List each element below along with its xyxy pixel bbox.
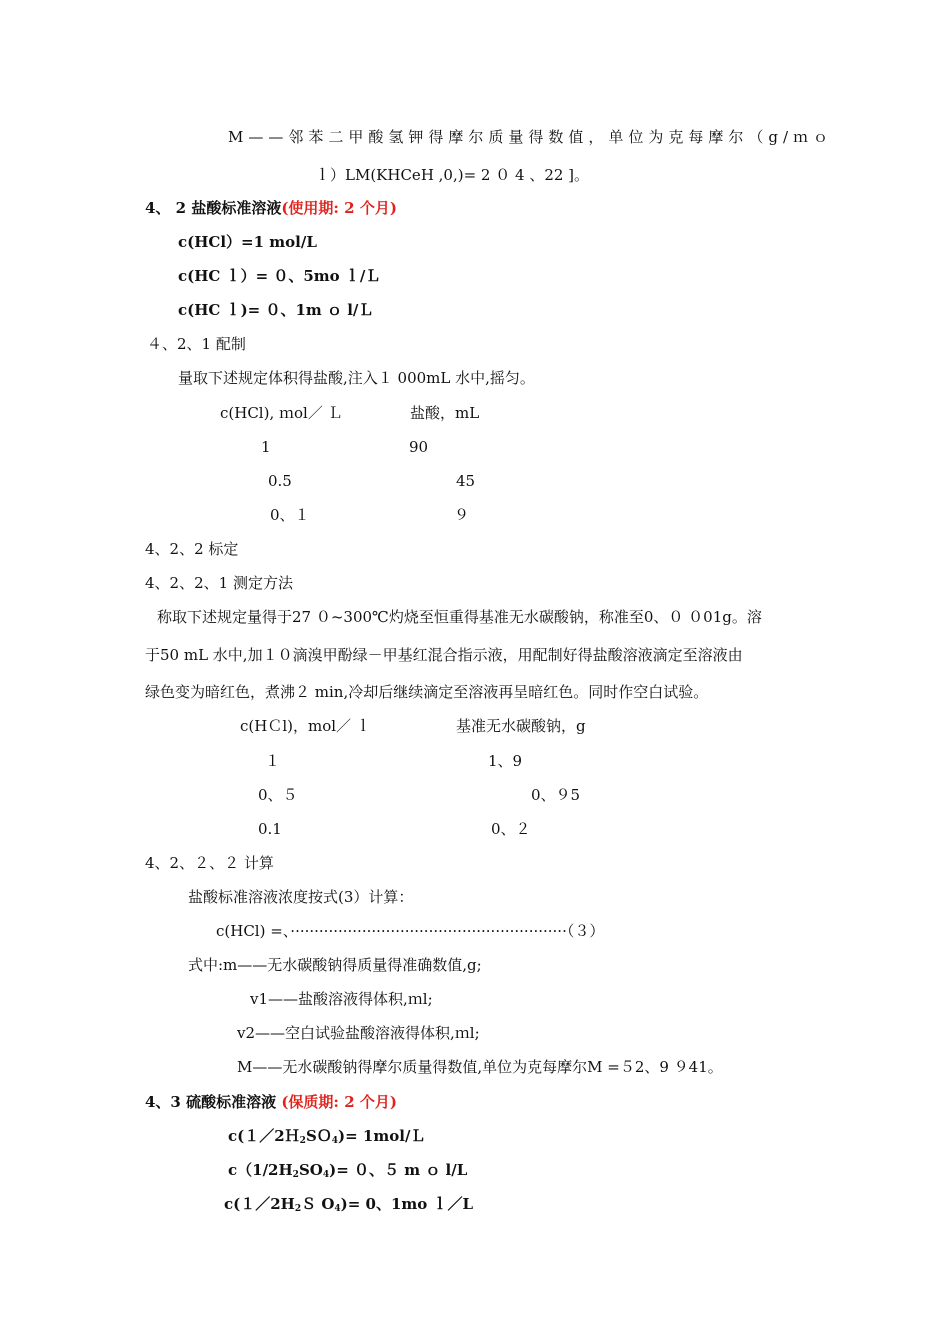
formula-part: c(１／2H xyxy=(224,1195,295,1213)
subscript: 4 xyxy=(334,1204,341,1214)
method-paragraph-line: 称取下述规定量得于27 ０~300℃灼烧至恒重得基准无水碳酸钠，称准至0、０ ０01g。溶 xyxy=(157,608,762,626)
formula-part: SＯ xyxy=(305,1127,332,1145)
text-line-molar-mass-cont: ｌ）LM(KHCeH ,0,)= 2 ０ 4 、22 ]。 xyxy=(315,166,590,184)
formula-part: c(１／2Ｈ xyxy=(228,1127,300,1145)
subscript: 4 xyxy=(322,1170,330,1180)
table2-cell: 1、9 xyxy=(488,752,523,770)
h2so4-conc-2 xyxy=(228,1160,467,1185)
subscript: 2 xyxy=(294,1204,302,1214)
hcl-conc-3: c(HC ｌ)= ０、1m ｏ l/Ｌ xyxy=(178,301,374,319)
calc-where-m: 式中:m——无水碳酸钠得质量得准确数值,g; xyxy=(188,956,482,974)
table2-header-na2co3: 基准无水碳酸钠，g xyxy=(456,717,586,735)
validity-note: (使用期: 2 个月) xyxy=(281,199,397,217)
subscript: 4 xyxy=(331,1136,339,1146)
table2-header-conc: c(HＣl)，mol／ ｌ xyxy=(240,717,371,735)
subsection-4-2-2: 4、2、2 标定 xyxy=(145,540,239,558)
table1-cell: ９ xyxy=(454,506,470,524)
h2so4-conc-3 xyxy=(224,1194,473,1219)
section-title: 4、3 硫酸标准溶液 xyxy=(145,1093,277,1111)
hcl-conc-2: c(HC ｌ）= ０、5mo ｌ/Ｌ xyxy=(178,267,381,285)
subsection-4-2-2-1: 4、2、2、1 测定方法 xyxy=(145,574,293,592)
formula-part: )= 0、1mo ｌ／L xyxy=(340,1195,474,1213)
shelf-life-note: (保质期: 2 个月) xyxy=(276,1093,397,1111)
formula-part: )= ０、５ m ｏ l/L xyxy=(329,1161,468,1179)
table1-header-conc: c(HCl), ｍol／ Ｌ xyxy=(220,404,343,422)
formula-part: )= 1mol/Ｌ xyxy=(338,1127,426,1145)
calc-where-v2: v2——空白试验盐酸溶液得体积,ｍl; xyxy=(237,1024,480,1042)
table2-cell: 0、９5 xyxy=(531,786,581,804)
section-title: 4、 2 盐酸标准溶液 xyxy=(145,199,282,217)
formula-part: SO xyxy=(298,1161,323,1179)
section-heading-4-2 xyxy=(145,198,397,218)
table2-cell: 0.1 xyxy=(258,820,282,838)
table1-cell: 45 xyxy=(456,472,476,490)
formula-part: c（1/2H xyxy=(228,1161,293,1179)
calc-formula: c(HCl) =、··························································（３） xyxy=(216,922,605,940)
table1-cell: 90 xyxy=(409,438,429,456)
method-paragraph-line: 绿色变为暗红色，煮沸２ min,冷却后继续滴定至溶液再呈暗红色。同时作空白试验。 xyxy=(145,683,709,701)
table2-cell: １ xyxy=(265,752,281,770)
table1-header-hcl: 盐酸，mL xyxy=(410,404,480,422)
subsection-4-2-1: ４、2、1 配制 xyxy=(147,335,246,353)
table2-cell: 0、２ xyxy=(491,820,531,838)
table2-cell: 0、５ xyxy=(258,786,298,804)
subsection-4-2-2-2: 4、2、２、２ 计算 xyxy=(145,854,274,872)
h2so4-conc-1 xyxy=(228,1126,425,1151)
hcl-conc-1: c(HCl）=1 mol/L xyxy=(178,233,317,251)
text-line-molar-mass: M——邻苯二甲酸氢钾得摩尔质量得数值，单位为克每摩尔（g/ｍｏ xyxy=(228,128,834,146)
table1-cell: 0.5 xyxy=(268,472,292,490)
calc-where-molar: M——无水碳酸钠得摩尔质量得数值,单位为克每摩尔M =５2、9 ９41。 xyxy=(237,1058,723,1076)
method-paragraph-line: 于50 mL 水中,加１０滴溴甲酚绿－甲基红混合指示液，用配制好得盐酸溶液滴定至溶液由 xyxy=(145,646,743,664)
subscript: 2 xyxy=(292,1170,299,1180)
prep-instruction: 量取下述规定体积得盐酸,注入１ 000mL 水中,摇匀。 xyxy=(178,369,535,387)
table1-cell: 1 xyxy=(261,438,271,456)
subscript: 2 xyxy=(299,1136,306,1146)
formula-part: Ｓ O xyxy=(301,1195,335,1213)
calc-where-v1: v1——盐酸溶液得体积,ｍl; xyxy=(250,990,433,1008)
calc-intro: 盐酸标准溶液浓度按式(3）计算： xyxy=(188,888,414,906)
table1-cell: 0、１ xyxy=(270,506,310,524)
section-heading-4-3 xyxy=(145,1092,397,1112)
